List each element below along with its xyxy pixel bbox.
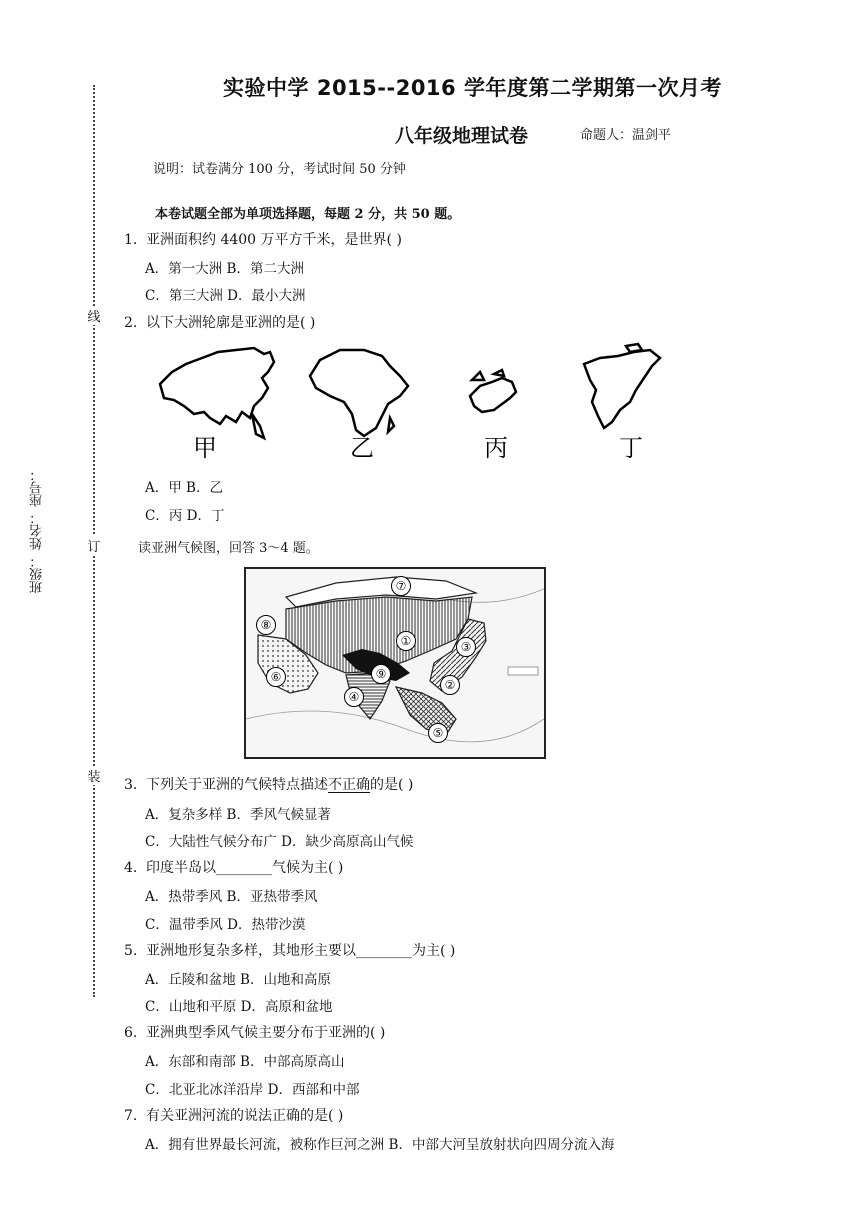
question-number: 4.: [124, 860, 138, 876]
question-5-options-cd: C．山地和平原 D．高原和盆地: [145, 999, 333, 1015]
question-5: [124, 940, 455, 960]
continent-label-bing: 丙: [484, 434, 508, 460]
question-6: [124, 1022, 385, 1042]
question-text: 以下大洲轮廓是亚洲的是( ): [146, 315, 316, 331]
north-america-outline: [584, 344, 660, 428]
question-1-options-ab: A．第一大洲 B．第二大洲: [145, 261, 304, 277]
author-line: [580, 124, 671, 143]
map-label-9: ⑨: [371, 664, 391, 684]
continent-label-jia: 甲: [193, 434, 217, 460]
author-name: 温剑平: [632, 128, 672, 143]
binding-char-xian: 线: [86, 306, 102, 325]
question-3: [124, 774, 413, 794]
continent-outlines-figure: [150, 342, 670, 460]
question-3-options-ab: A．复杂多样 B．季风气候显著: [145, 807, 331, 823]
question-number: 7.: [124, 1108, 138, 1124]
question-3-options-cd: C．大陆性气候分布广 D．缺少高原高山气候: [145, 834, 414, 850]
map-label-8: ⑧: [256, 615, 276, 635]
author-label: 命题人：: [580, 128, 633, 143]
map-label-3: ③: [456, 637, 476, 657]
map-label-1: ①: [396, 631, 416, 651]
question-4-options-ab: A．热带季风 B．亚热带季风: [145, 889, 318, 905]
student-info-label: 班级： 姓名： 座号：: [30, 468, 45, 594]
binding-char-zhuang: 装: [86, 766, 102, 785]
question-text: 有关亚洲河流的说法正确的是( ): [146, 1108, 344, 1124]
map-label-4: ④: [344, 687, 364, 707]
question-number: 2.: [124, 315, 138, 331]
question-text-before: 下列关于亚洲的气候特点描述: [146, 777, 328, 793]
question-4-options-cd: C．温带季风 D．热带沙漠: [145, 917, 306, 933]
map-label-6: ⑥: [266, 667, 286, 687]
exam-title: 实验中学 2015--2016 学年度第二学期第一次月考: [223, 76, 722, 100]
question-text: 亚洲典型季风气候主要分布于亚洲的( ): [146, 1025, 386, 1041]
question-1-options-cd: C．第三大洲 D．最小大洲: [145, 288, 306, 304]
question-number: 3.: [124, 777, 138, 793]
binding-char-ding: 订: [86, 536, 102, 555]
question-text: 亚洲面积约 4400 万平方千米，是世界( ): [146, 232, 402, 248]
question-2-options-cd: C．丙 D．丁: [145, 508, 225, 524]
asia-outline: [160, 348, 274, 438]
map-label-7: ⑦: [391, 576, 411, 596]
question-6-options-ab: A．东部和南部 B．中部高原高山: [145, 1054, 345, 1070]
question-4: [124, 857, 343, 877]
question-text-after: 的是( ): [370, 777, 414, 793]
question-2-options-ab: A．甲 B．乙: [145, 480, 223, 496]
map-label-2: ②: [440, 675, 460, 695]
exam-intro: 本卷试题全部为单项选择题，每题 2 分，共 50 题。: [155, 207, 461, 222]
europe-outline: [470, 370, 516, 412]
question-6-options-cd: C．北亚北冰洋沿岸 D．西部和中部: [145, 1082, 360, 1098]
asia-climate-map-svg: [246, 569, 544, 757]
exam-subtitle: 八年级地理试卷: [395, 125, 529, 147]
question-number: 6.: [124, 1025, 138, 1041]
question-text: 亚洲地形复杂多样，其地形主要以________为主( ): [146, 943, 456, 959]
question-1: [124, 229, 402, 249]
question-text: 印度半岛以________气候为主( ): [146, 860, 344, 876]
question-number: 5.: [124, 943, 138, 959]
map-label-5: ⑤: [428, 723, 448, 743]
continent-label-ding: 丁: [619, 434, 643, 460]
asia-climate-map: [244, 567, 546, 759]
question-7: [124, 1105, 343, 1125]
question-5-options-ab: A．丘陵和盆地 B．山地和高原: [145, 972, 331, 988]
map-instruction: 读亚洲气候图，回答 3～4 题。: [138, 541, 319, 556]
exam-note: 说明：试卷满分 100 分，考试时间 50 分钟: [153, 162, 406, 177]
question-7-options-ab: A．拥有世界最长河流，被称作巨河之洲 B．中部大河呈放射状向四周分流入海: [145, 1137, 615, 1153]
question-2: [124, 312, 315, 332]
question-text-underlined: 不正确: [328, 777, 370, 793]
continent-label-yi: 乙: [350, 434, 374, 460]
question-number: 1.: [124, 232, 138, 248]
africa-outline: [310, 350, 408, 436]
